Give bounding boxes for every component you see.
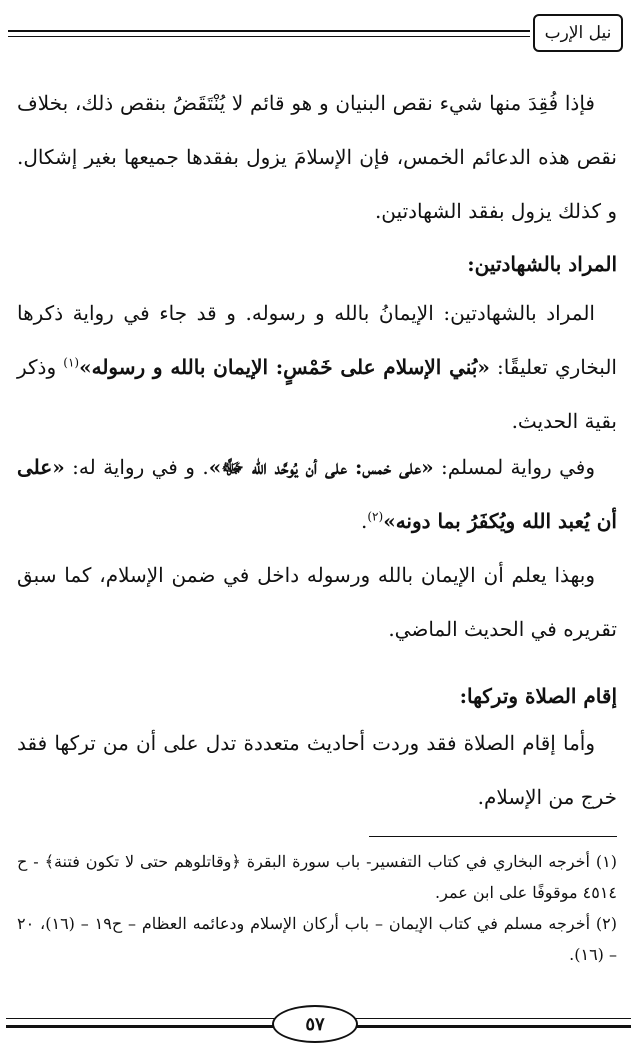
- paragraph-2-lead: المراد بالشهادتين: الإيمانُ بالله و رسوله. و قد جاء في رواية ذكرها البخاري تعليقًا:: [17, 301, 617, 379]
- paragraph-2: [17, 286, 617, 448]
- footnotes: [17, 846, 617, 970]
- paragraph-4-text: وبهذا يعلم أن الإيمان بالله ورسوله داخل في ضمن الإسلام، كما سبق تقريره في الحديث الماضي.: [17, 563, 617, 641]
- paragraph-3: [17, 440, 617, 548]
- paragraph-5: [17, 716, 617, 824]
- section-heading-salah: إقام الصلاة وتركها:: [459, 684, 617, 708]
- paragraph-3-tail: .: [361, 509, 368, 533]
- footnote-ref-2: (٢): [367, 509, 384, 524]
- paragraph-5-text: وأما إقام الصلاة فقد وردت أحاديث متعددة تدل على أن من تركها فقد خرج من الإسلام.: [17, 731, 617, 809]
- section-heading-shahadatayn: المراد بالشهادتين:: [467, 252, 617, 276]
- paragraph-3-lead: وفي رواية لمسلم:: [433, 455, 596, 479]
- hadith-quote-3: «على أن يُعبد الله ويُكفَرُ بما دونه»: [17, 455, 617, 533]
- footnote-separator: [369, 836, 617, 837]
- page-number: ٥٧: [272, 1005, 358, 1043]
- header-rule-thick: [8, 30, 530, 32]
- footnote-2: (٢) أخرجه مسلم في كتاب الإيمان – باب أركان الإسلام ودعائمه العظام – ح١٩ – (١٦)، ٢٠ – (١٦).: [17, 914, 617, 964]
- footnote-ref-1: (١): [63, 355, 80, 370]
- paragraph-4: [17, 548, 617, 656]
- paragraph-2-text: [17, 286, 617, 448]
- hadith-quote-2: «على خمس: على أن يُوحَّد الله ﷻ»: [208, 455, 434, 479]
- header-rule-thin: [8, 36, 530, 37]
- paragraph-2-tail: وذكر بقية الحديث.: [17, 355, 617, 433]
- running-title: نيل الإرب: [533, 14, 623, 52]
- paragraph-1-text: فإذا فُقِدَ منها شيء نقص البنيان و هو قائم لا يُنْتَقَضُ بنقص ذلك، بخلاف نقص هذه الدعائم الخمس، فإن الإسلامَ يزول بفقدها جميعها بغير إشكال. و كذلك يزول بفقد الشهادتين.: [17, 91, 617, 223]
- paragraph-1: [17, 76, 617, 238]
- paragraph-3-text: [17, 440, 617, 548]
- hadith-quote-1: «بُني الإسلام على خَمْسٍ: الإيمان بالله و رسوله»: [79, 355, 490, 379]
- footnote-1: (١) أخرجه البخاري في كتاب التفسير- باب سورة البقرة ﴿وقاتلوهم حتى لا تكون فتنة﴾ - ح ٤٥١٤ موقوفًا على ابن عمر.: [17, 852, 617, 902]
- paragraph-3-mid: . و في رواية له:: [64, 455, 209, 479]
